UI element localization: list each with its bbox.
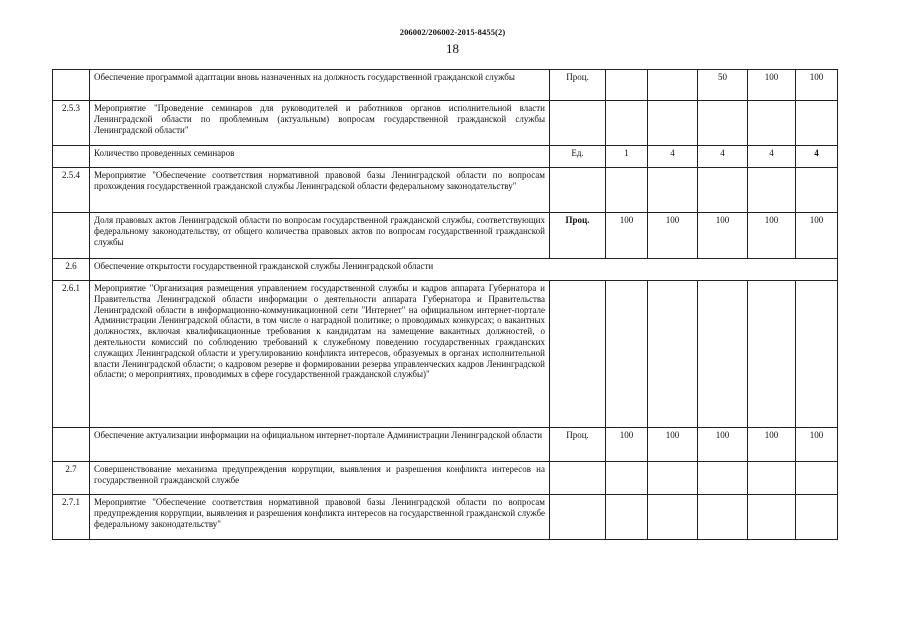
table-row (53, 146, 838, 168)
row-unit (550, 462, 606, 495)
row-value: 100 (606, 428, 648, 462)
row-value: 100 (748, 428, 796, 462)
row-value: 100 (748, 213, 796, 259)
row-unit: Проц. (550, 428, 606, 462)
row-value: 1 (606, 146, 648, 168)
row-value (796, 495, 838, 540)
row-name: Мероприятие "Обеспечение соответствия нормативной правовой базы Ленинградской области по вопросам предупреждения коррупции, выявления и разрешения конфликта интересов на государственной гражданской службе федеральному законодательству" (90, 495, 550, 540)
row-number (53, 428, 90, 462)
row-value: 100 (748, 70, 796, 101)
row-value: 100 (606, 213, 648, 259)
row-value (606, 281, 648, 428)
table-row (53, 428, 838, 462)
row-name: Совершенствование механизма предупреждения коррупции, выявления и разрешения конфликта интересов на государственной гражданской службе (90, 462, 550, 495)
row-name: Мероприятие "Организация размещения управлением государственной службы и кадров аппарата Губернатора и Правительства Ленинградской области информации о деятельности аппарата Губернатора и Правительства Ленинградской области в информационно-коммуникационной сети "Интернет" на официальном интернет-портале Администрации Ленинградской области, в том числе о наградной политике; о проводимых конкурсах; о вакантных должностях, включая квалификационные требования к кандидатам на замещение вакантных должностей, о деятельности комиссий по соблюдению требований к служебному поведению государственных гражданских служащих Ленинградской области и урегулированию конфликта интересов, образуемых в органах исполнительной власти Ленинградской области; о кадровом резерве и формировании резерва управленческих кадров Ленинградской области; о мероприятиях, проводимых в сфере государственной гражданской службы)" (90, 281, 550, 428)
row-number (53, 70, 90, 101)
row-number: 2.6 (53, 259, 90, 281)
row-unit (550, 495, 606, 540)
row-number: 2.7 (53, 462, 90, 495)
row-name: Доля правовых актов Ленинградской области по вопросам государственной гражданской службы, соответствующих федеральному законодательству, от общего количества правовых актов по вопросам государственной гражданской службы (90, 213, 550, 259)
row-unit: Проц. (550, 70, 606, 101)
row-value: 50 (698, 70, 748, 101)
row-value: 100 (648, 428, 698, 462)
row-number: 2.5.4 (53, 168, 90, 213)
row-value: 100 (796, 428, 838, 462)
table-row (53, 101, 838, 146)
table-row (53, 70, 838, 101)
row-name: Обеспечение актуализации информации на официальном интернет-портале Администрации Ленинградской области (90, 428, 550, 462)
row-number: 2.7.1 (53, 495, 90, 540)
row-number: 2.5.3 (53, 101, 90, 146)
row-value (698, 168, 748, 213)
row-value: 4 (698, 146, 748, 168)
row-value (648, 495, 698, 540)
row-value: 100 (698, 213, 748, 259)
row-value (606, 101, 648, 146)
section-title: Обеспечение открытости государственной гражданской службы Ленинградской области (90, 259, 838, 281)
row-name: Обеспечение программой адаптации вновь назначенных на должность государственной гражданской службы (90, 70, 550, 101)
indicators-table (52, 69, 838, 540)
row-value (748, 281, 796, 428)
row-name: Количество проведенных семинаров (90, 146, 550, 168)
row-value: 4 (796, 146, 838, 168)
row-value: 100 (698, 428, 748, 462)
row-unit (550, 101, 606, 146)
row-value: 100 (648, 213, 698, 259)
row-value (748, 495, 796, 540)
row-value (796, 168, 838, 213)
row-value (698, 281, 748, 428)
row-value (796, 101, 838, 146)
row-value (748, 101, 796, 146)
table-row (53, 281, 838, 428)
row-unit: Ед. (550, 146, 606, 168)
table-row (53, 462, 838, 495)
row-unit (550, 168, 606, 213)
row-value: 100 (796, 70, 838, 101)
row-name: Мероприятие "Проведение семинаров для руководителей и работников органов исполнительной власти Ленинградской области по проблемным (актуальным) вопросам государственной гражданской службы Ленинградской области" (90, 101, 550, 146)
row-unit (550, 281, 606, 428)
row-value (648, 281, 698, 428)
row-value (606, 462, 648, 495)
row-value (796, 281, 838, 428)
table-row (53, 213, 838, 259)
row-number (53, 213, 90, 259)
row-value: 4 (748, 146, 796, 168)
table-row (53, 168, 838, 213)
row-number (53, 146, 90, 168)
row-value (698, 101, 748, 146)
row-number: 2.6.1 (53, 281, 90, 428)
row-value (648, 168, 698, 213)
row-value (748, 462, 796, 495)
row-name: Мероприятие "Обеспечение соответствия нормативной правовой базы Ленинградской области по вопросам прохождения государственной гражданской службы Ленинградской области федеральному законодательству" (90, 168, 550, 213)
row-value (606, 70, 648, 101)
document-id: 206002/206002-2015-8455(2) (399, 27, 506, 37)
row-value (648, 101, 698, 146)
row-value (748, 168, 796, 213)
table-row (53, 495, 838, 540)
row-value (698, 462, 748, 495)
row-value: 4 (648, 146, 698, 168)
row-value (796, 462, 838, 495)
row-value (698, 495, 748, 540)
row-value (648, 462, 698, 495)
row-value (606, 168, 648, 213)
row-value: 100 (796, 213, 838, 259)
row-value (606, 495, 648, 540)
page-number: 18 (446, 41, 459, 56)
row-unit: Проц. (550, 213, 606, 259)
row-value (648, 70, 698, 101)
section-row (53, 259, 838, 281)
